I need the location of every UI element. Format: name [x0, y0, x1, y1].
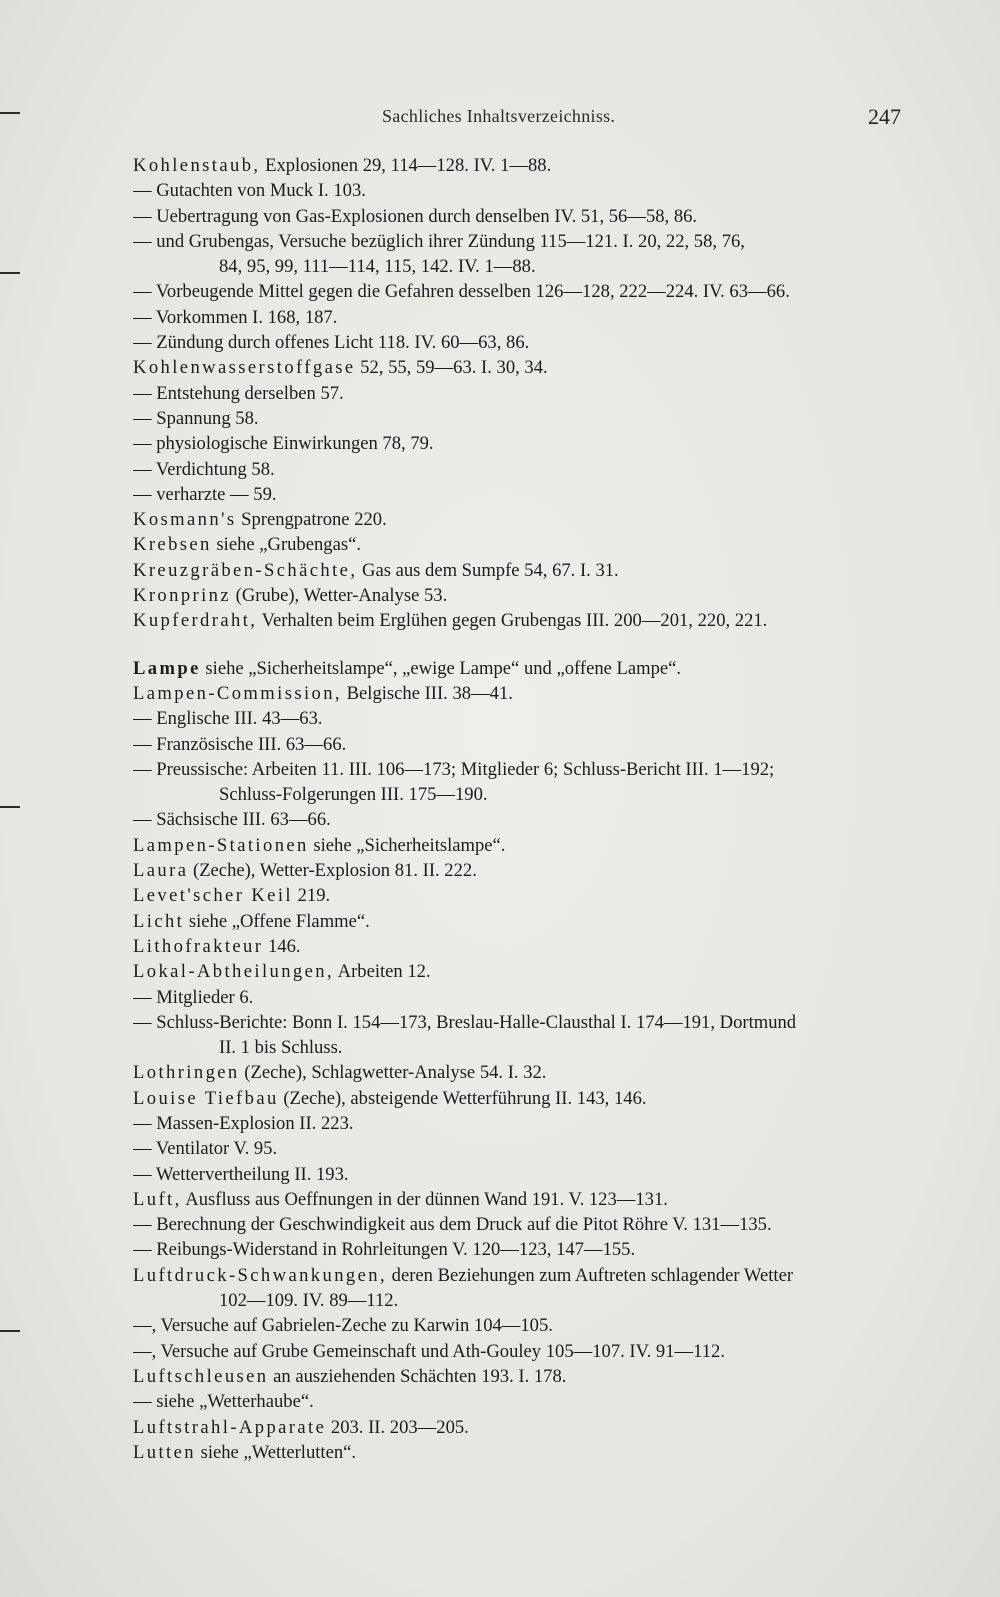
index-text: — verharzte — 59.	[133, 483, 277, 505]
index-headword: Luftdruck-Schwankungen,	[133, 1264, 387, 1286]
index-entry	[133, 1263, 918, 1288]
index-entry	[133, 858, 918, 883]
index-text: — und Grubengas, Versuche bezüglich ihrer Zündung 115—121. I. 20, 22, 58, 76,	[133, 230, 745, 252]
index-text: Arbeiten 12.	[334, 961, 431, 983]
index-entry	[133, 883, 918, 908]
page-number: 247	[868, 104, 901, 129]
index-text: siehe „Offene Flamme“.	[184, 910, 370, 932]
index-text: (Zeche), Schlagwetter-Analyse 54. I. 32.	[239, 1062, 547, 1084]
index-entry	[133, 656, 918, 681]
index-text: — Schluss-Berichte: Bonn I. 154—173, Breslau-Halle-Clausthal I. 174—191, Dortmund	[133, 1011, 797, 1033]
margin-mark	[0, 806, 20, 808]
index-subentry	[133, 706, 918, 731]
index-entry	[133, 1086, 918, 1111]
index-text: (Grube), Wetter-Analyse 53.	[231, 585, 448, 607]
index-subentry	[133, 1162, 918, 1187]
index-text: (Zeche), absteigende Wetterführung II. 143, 146.	[278, 1087, 647, 1109]
index-headword: Kronprinz	[133, 585, 232, 607]
index-entry	[133, 681, 918, 706]
running-head: Sachliches Inhaltsverzeichniss.	[382, 106, 616, 126]
margin-mark	[0, 272, 20, 274]
index-headword: Kohlenwasserstoffgase	[133, 357, 356, 379]
index-headword: Lampen-Stationen	[133, 834, 309, 856]
index-text: deren Beziehungen zum Auftreten schlagender Wetter	[387, 1264, 794, 1286]
index-subentry	[133, 178, 918, 203]
index-text: siehe „Sicherheitslampe“.	[308, 834, 506, 856]
index-subentry	[133, 204, 918, 229]
index-entry	[133, 1060, 918, 1085]
index-subentry	[133, 482, 918, 507]
index-text: 84, 95, 99, 111—114, 115, 142. IV. 1—88.	[219, 256, 536, 278]
index-entries	[133, 153, 918, 1465]
index-entry	[133, 583, 918, 608]
index-headword: Lokal-Abtheilungen,	[133, 961, 335, 983]
index-entry	[133, 1187, 918, 1212]
index-headword: Kupferdraht,	[133, 610, 258, 632]
index-text: —, Versuche auf Grube Gemeinschaft und Ath-Gouley 105—107. IV. 91—112.	[133, 1340, 725, 1362]
index-subentry	[133, 1136, 918, 1161]
index-continuation	[133, 254, 918, 279]
index-headword: Levet'scher Keil	[133, 885, 293, 907]
index-text: — Entstehung derselben 57.	[133, 382, 344, 404]
index-headword: Lampe	[133, 657, 201, 679]
index-subentry	[133, 381, 918, 406]
index-text: 102—109. IV. 89—112.	[219, 1290, 399, 1312]
index-text: Ausfluss aus Oeffnungen in der dünnen Wand 191. V. 123—131.	[181, 1188, 668, 1210]
index-subentry	[133, 330, 918, 355]
index-subentry	[133, 406, 918, 431]
index-text: — physiologische Einwirkungen 78, 79.	[133, 433, 434, 455]
index-text: Verhalten beim Erglühen gegen Grubengas III. 200—201, 220, 221.	[257, 610, 768, 632]
index-continuation	[133, 782, 918, 807]
index-subentry	[133, 757, 918, 782]
index-entry	[133, 608, 918, 633]
index-entry	[133, 833, 918, 858]
index-subentry	[133, 1111, 918, 1136]
index-headword: Luftstrahl-Apparate	[133, 1416, 327, 1438]
index-headword: Laura	[133, 860, 189, 882]
index-subentry	[133, 1237, 918, 1262]
index-headword: Lutten	[133, 1441, 196, 1463]
index-entry	[133, 153, 918, 178]
index-headword: Kohlenstaub,	[133, 155, 261, 176]
index-entry	[133, 532, 918, 557]
index-subentry	[133, 1212, 918, 1237]
index-text: —, Versuche auf Gabrielen-Zeche zu Karwin 104—105.	[133, 1315, 553, 1337]
index-text: siehe „Sicherheitslampe“, „ewige Lampe“ und „offene Lampe“.	[200, 657, 682, 679]
index-text: — siehe „Wetterhaube“.	[133, 1391, 314, 1413]
index-entry	[133, 507, 918, 532]
index-text: — Berechnung der Geschwindigkeit aus dem Druck auf die Pitot Röhre V. 131—135.	[133, 1214, 772, 1236]
index-entry	[133, 959, 918, 984]
index-headword: Kosmann's	[133, 509, 237, 531]
page-header	[0, 106, 1000, 134]
index-text: siehe „Wetterlutten“.	[195, 1441, 357, 1463]
index-subentry	[133, 279, 918, 304]
index-text: Explosionen 29, 114—128. IV. 1—88.	[260, 155, 552, 176]
index-subentry	[133, 732, 918, 757]
index-headword: Lithofrakteur	[133, 935, 264, 957]
index-subentry	[133, 807, 918, 832]
index-headword: Luft,	[133, 1188, 182, 1210]
margin-mark	[0, 1330, 20, 1332]
index-text: — Massen-Explosion II. 223.	[133, 1112, 354, 1134]
index-subentry	[133, 305, 918, 330]
index-text: — Englische III. 43—63.	[133, 708, 323, 730]
index-text: Gas aus dem Sumpfe 54, 67. I. 31.	[357, 559, 619, 581]
index-text: — Französische III. 63—66.	[133, 733, 347, 755]
index-headword: Louise Tiefbau	[133, 1087, 279, 1109]
index-entry	[133, 1415, 918, 1440]
index-subentry	[133, 1313, 918, 1338]
index-subentry	[133, 1010, 918, 1035]
index-text: — Spannung 58.	[133, 407, 259, 429]
index-subentry	[133, 985, 918, 1010]
index-text: 146.	[263, 935, 301, 957]
index-subentry	[133, 1389, 918, 1414]
index-text: (Zeche), Wetter-Explosion 81. II. 222.	[188, 860, 477, 882]
index-text: Sprengpatrone 220.	[236, 509, 387, 531]
index-subentry	[133, 431, 918, 456]
index-headword: Licht	[133, 910, 185, 932]
index-headword: Kreuzgräben-Schächte,	[133, 559, 358, 581]
index-entry	[133, 1440, 918, 1465]
index-text: — Gutachten von Muck I. 103.	[133, 180, 366, 202]
index-text: siehe „Grubengas“.	[211, 534, 361, 556]
index-text: — Uebertragung von Gas-Explosionen durch denselben IV. 51, 56—58, 86.	[133, 205, 698, 227]
index-entry	[133, 355, 918, 380]
index-text: — Vorkommen I. 168, 187.	[133, 306, 338, 328]
index-text: — Zündung durch offenes Licht 118. IV. 60—63, 86.	[133, 332, 530, 354]
index-text: 203. II. 203—205.	[326, 1416, 469, 1438]
index-text: 219.	[292, 885, 331, 907]
index-text: — Preussische: Arbeiten 11. III. 106—173; Mitglieder 6; Schluss-Bericht III. 1—192;	[133, 758, 775, 780]
index-entry	[133, 558, 918, 583]
index-subentry	[133, 1339, 918, 1364]
index-headword: Luftschleusen	[133, 1365, 269, 1387]
index-continuation	[133, 1035, 918, 1060]
section-gap	[133, 634, 918, 656]
index-headword: Lothringen	[133, 1062, 240, 1084]
index-text: II. 1 bis Schluss.	[219, 1037, 343, 1059]
index-text: Schluss-Folgerungen III. 175—190.	[219, 784, 488, 806]
index-subentry	[133, 229, 918, 254]
index-text: Belgische III. 38—41.	[341, 682, 513, 704]
index-text: — Wettervertheilung II. 193.	[133, 1163, 349, 1185]
index-text: — Verdichtung 58.	[133, 458, 275, 480]
index-text: — Mitglieder 6.	[133, 986, 254, 1008]
index-text: — Sächsische III. 63—66.	[133, 809, 331, 831]
index-headword: Lampen-Commission,	[133, 682, 342, 704]
index-text: 52, 55, 59—63. I. 30, 34.	[355, 357, 548, 379]
index-entry	[133, 909, 918, 934]
index-headword: Krebsen	[133, 534, 212, 556]
index-text: — Reibungs-Widerstand in Rohrleitungen V. 120—123, 147—155.	[133, 1239, 636, 1261]
index-text: — Ventilator V. 95.	[133, 1138, 278, 1160]
index-entry	[133, 934, 918, 959]
index-subentry	[133, 457, 918, 482]
index-text: an ausziehenden Schächten 193. I. 178.	[268, 1365, 567, 1387]
index-continuation	[133, 1288, 918, 1313]
index-text: — Vorbeugende Mittel gegen die Gefahren desselben 126—128, 222—224. IV. 63—66.	[133, 281, 790, 303]
index-entry	[133, 1364, 918, 1389]
